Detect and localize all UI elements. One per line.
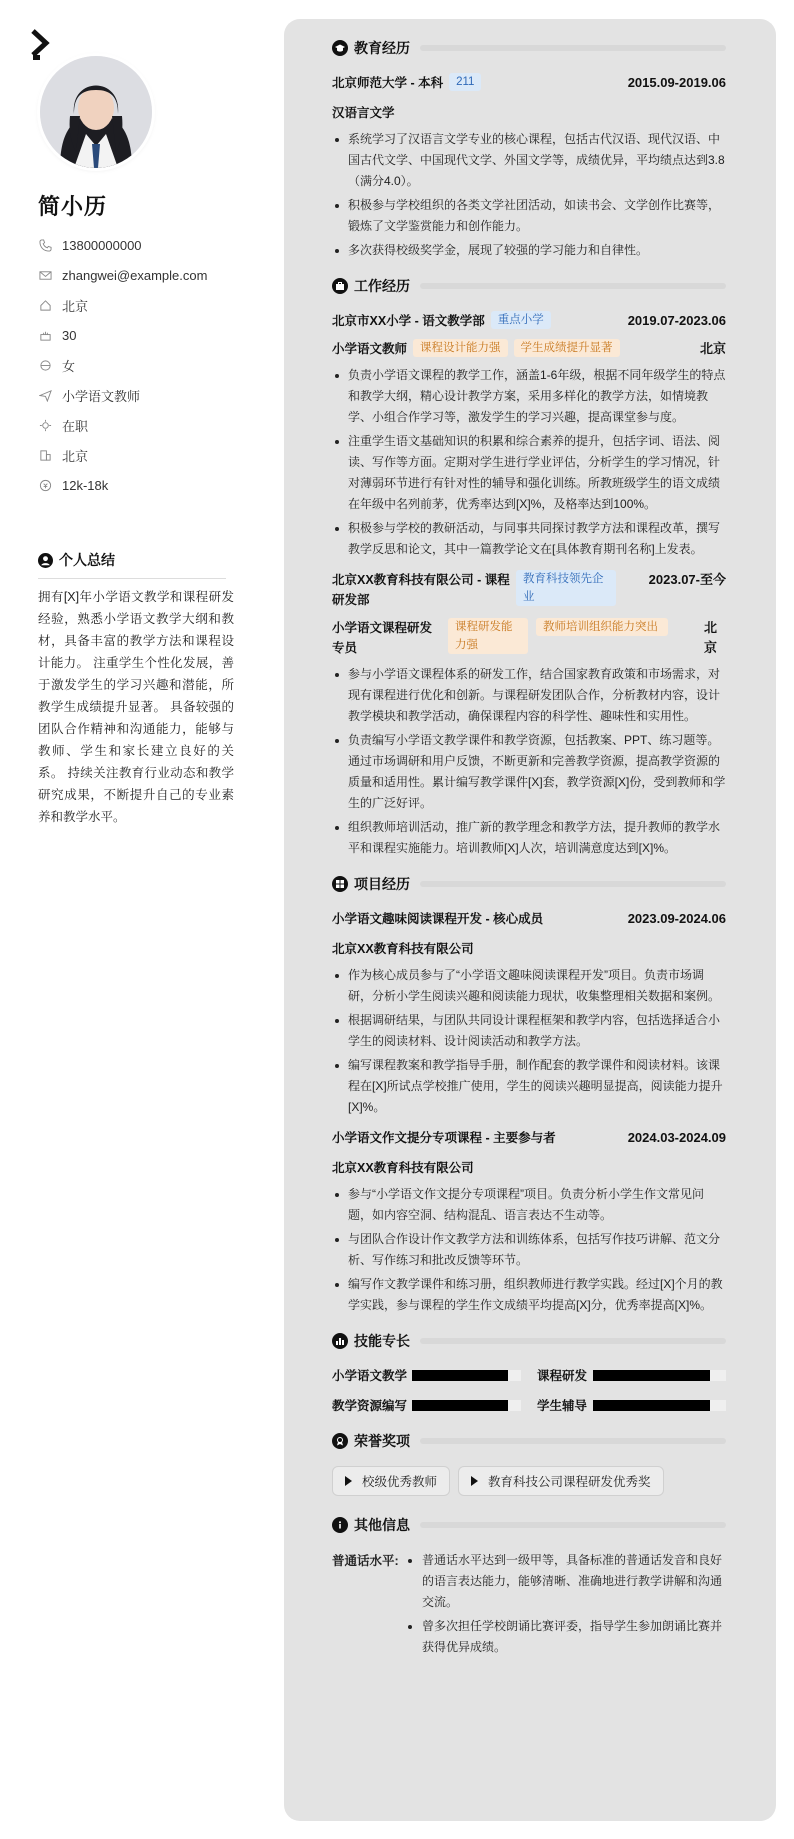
skill-bar (593, 1370, 726, 1381)
phone-number: 13800000000 (62, 237, 142, 253)
info-item-phone (38, 230, 207, 260)
job-bullets (332, 365, 726, 560)
skill-name: 小学语文教学 (332, 1369, 408, 1383)
award-icon (332, 1433, 348, 1449)
list-item: 编写作文教学课件和练习册，组织教师进行教学实践。经过[X]个月的教学实践，参与课程的学生作文成绩平均提高[X]分，优秀率提高[X]%。 (332, 1274, 726, 1316)
project-org: 北京XX教育科技有限公司 (332, 942, 474, 956)
play-icon (345, 1476, 352, 1486)
avatar-photo-icon (40, 56, 152, 168)
list-item: 参与小学语文课程体系的研发工作，结合国家教育政策和市场需求，对现有课程进行优化和创新。与课程研发团队合作，分析教材内容，设计教学模块和教学活动，确保课程内容的科学性、趣味性和实用性。 (332, 664, 726, 727)
award-badge (458, 1466, 664, 1496)
list-item: 负责小学语文课程的教学工作，涵盖1-6年级，根据不同年级学生的特点和教学大纲，精心设计教学方案，采用多样化的教学方法，如情境教学、小组合作学习等，激发学生的学习兴趣，提高课堂参与度。 (332, 365, 726, 428)
company-tag: 重点小学 (491, 311, 551, 329)
job-entry (332, 311, 726, 560)
role-row (332, 618, 726, 658)
phone-icon (38, 238, 52, 252)
education-section-header (332, 37, 726, 59)
company-name: 北京XX教育科技有限公司 - 课程研发部 (332, 573, 510, 607)
skills-title: 技能专长 (354, 1333, 410, 1349)
honors-section-header (332, 1430, 726, 1452)
list-item: 组织教师培训活动，推广新的教学理念和教学方法，提升教师的教学水平和课程实施能力。培训教师[X]人次，培训满意度达到[X]%。 (332, 817, 726, 859)
project-date: 2024.03-2024.09 (627, 1130, 726, 1145)
info-icon (332, 1517, 348, 1533)
project-row (332, 909, 726, 929)
other-label: 普通话水平: (332, 1554, 399, 1568)
skill-item (537, 1396, 726, 1414)
project-name: 小学语文趣味阅读课程开发 - 核心成员 (332, 912, 544, 926)
expected-salary: 12k-18k (62, 477, 109, 493)
job-city: 北京 (699, 341, 726, 356)
main-content (332, 37, 726, 1661)
list-item: 积极参与学校的教研活动，与同事共同探讨教学方法和课程改革，撰写教学反思和论文，其中一篇教学论文在[具体教育期刊名称]上发表。 (332, 518, 726, 560)
gender-icon (38, 358, 52, 372)
grid-icon (332, 876, 348, 892)
role-row (332, 339, 726, 359)
info-item-position (38, 380, 207, 410)
list-item: 积极参与学校组织的各类文学社团活动，如读书会、文学创作比赛等，锻炼了文学鉴赏能力和创作能力。 (332, 195, 726, 237)
skill-bar-fill (593, 1370, 710, 1381)
projects-title: 项目经历 (354, 876, 410, 892)
list-item: 曾多次担任学校朗诵比赛评委，指导学生参加朗诵比赛并获得优异成绩。 (402, 1616, 726, 1658)
age-icon (38, 328, 52, 342)
skill-bar (412, 1400, 521, 1411)
projects-section-header (332, 873, 726, 895)
target-position: 小学语文教师 (62, 388, 141, 404)
other-title: 其他信息 (354, 1517, 410, 1533)
info-item-email (38, 260, 207, 290)
skill-item (332, 1366, 521, 1384)
work-title: 工作经历 (354, 278, 410, 294)
info-item-salary (38, 470, 207, 500)
email-address: zhangwei@example.com (62, 267, 208, 283)
project-bullets (332, 965, 726, 1118)
contact-info-list (38, 230, 207, 500)
info-item-city (38, 440, 207, 470)
avatar (40, 56, 152, 168)
job-city: 北京 (704, 620, 718, 655)
job-role: 小学语文课程研发专员 (332, 621, 433, 655)
building-icon (38, 448, 52, 462)
send-icon (38, 388, 52, 402)
school-tag: 211 (449, 73, 481, 91)
education-bullets (332, 129, 726, 261)
age: 30 (62, 327, 77, 343)
info-item-status (38, 410, 207, 440)
graduation-cap-icon (332, 40, 348, 56)
list-item: 参与“小学语文作文提分专项课程”项目。负责分析小学生作文常见问题，如内容空洞、结构混乱、语言表达不生动等。 (332, 1184, 726, 1226)
skill-item (332, 1396, 521, 1414)
hometown: 北京 (62, 298, 89, 314)
list-item: 与团队合作设计作文教学方法和训练体系，包括写作技巧讲解、范文分析、写作练习和批改反馈等环节。 (332, 1229, 726, 1271)
list-item: 编写课程教案和教学指导手册，制作配套的教学课件和阅读材料。该课程在[X]所试点学校推广使用，学生的阅读兴趣明显提高，阅读能力提升[X]%。 (332, 1055, 726, 1118)
education-entry (332, 73, 726, 261)
skill-name: 学生辅导 (537, 1399, 588, 1413)
home-icon (38, 298, 52, 312)
summary-title: 个人总结 (59, 552, 115, 568)
section-divider (420, 1522, 726, 1528)
sidebar (0, 0, 270, 1839)
project-row (332, 1128, 726, 1148)
list-item: 多次获得校级奖学金，展现了较强的学习能力和自律性。 (332, 240, 726, 261)
job-date: 2023.07-至今 (648, 572, 726, 587)
other-section-header (332, 1514, 726, 1536)
skill-name: 课程研发 (537, 1369, 588, 1383)
school-name: 北京师范大学 - 本科 (332, 76, 444, 90)
work-section-header (332, 275, 726, 297)
briefcase-icon (332, 278, 348, 294)
user-icon (38, 553, 53, 568)
job-bullets (332, 664, 726, 859)
summary-header (38, 550, 226, 579)
info-item-age (38, 320, 207, 350)
list-item: 负责编写小学语文教学课件和教学资源，包括教案、PPT、练习题等。通过市场调研和用户反馈，不断更新和完善教学资源，提高教学资源的质量和适用性。累计编写教学课件[X]套，教学资源[X]份，受到教师和学生的广泛好评。 (332, 730, 726, 814)
role-tag: 教师培训组织能力突出 (536, 618, 668, 636)
major: 汉语言文学 (332, 106, 395, 120)
skill-bar (593, 1400, 726, 1411)
award-name: 教育科技公司课程研发优秀奖 (488, 1475, 651, 1489)
job-row (332, 311, 726, 331)
education-row (332, 73, 726, 93)
main-panel (284, 19, 776, 1821)
summary-text: 拥有[X]年小学语文教学和课程研发经验，熟悉小学语文教学大纲和教材，具备丰富的教学方法和课程设计能力。 注重学生个性化发展，善于激发学生的学习兴趣和潜能，所教学生成绩提升显著。 具备较强的团队合作精神和沟通能力，能够与教师、学生和家长建立良好的关系。 持续关注教育行业动态和教学研究成果，不断提升自己的专业素养和教学水平。 (38, 590, 234, 824)
info-item-gender (38, 350, 207, 380)
role-tag: 课程研发能力强 (448, 618, 528, 654)
project-entry (332, 909, 726, 1118)
skill-bar-fill (412, 1370, 508, 1381)
candidate-name: 简小历 (38, 194, 108, 219)
play-icon (471, 1476, 478, 1486)
project-date: 2023.09-2024.06 (627, 911, 726, 926)
job-date: 2019.07-2023.06 (627, 313, 726, 328)
section-divider (420, 881, 726, 887)
award-badge (332, 1466, 450, 1496)
info-item-hometown (38, 290, 207, 320)
project-name: 小学语文作文提分专项课程 - 主要参与者 (332, 1131, 556, 1145)
skill-name: 教学资源编写 (332, 1399, 408, 1413)
section-divider (420, 45, 726, 51)
awards-list (332, 1466, 726, 1496)
skill-item (537, 1366, 726, 1384)
list-item: 普通话水平达到一级甲等，具备标准的普通话发音和良好的语言表达能力，能够清晰、准确地进行教学讲解和沟通交流。 (402, 1550, 726, 1613)
role-tag: 学生成绩提升显著 (514, 339, 620, 357)
role-tag: 课程设计能力强 (413, 339, 508, 357)
list-item: 根据调研结果，与团队共同设计课程框架和教学内容，包括选择适合小学生的阅读材料、设计阅读活动和教学方法。 (332, 1010, 726, 1052)
project-org: 北京XX教育科技有限公司 (332, 1161, 474, 1175)
project-entry (332, 1128, 726, 1316)
bar-chart-icon (332, 1333, 348, 1349)
gender: 女 (62, 358, 76, 374)
skill-bar-fill (412, 1400, 508, 1411)
skills-section-header (332, 1330, 726, 1352)
award-name: 校级优秀教师 (362, 1475, 438, 1489)
skill-bar (412, 1370, 521, 1381)
brand-logo-icon (30, 28, 56, 62)
list-item: 作为核心成员参与了“小学语文趣味阅读课程开发”项目。负责市场调研，分析小学生阅读兴趣和阅读能力现状，收集整理相关数据和案例。 (332, 965, 726, 1007)
skill-bar-fill (593, 1400, 710, 1411)
other-bullets (402, 1550, 726, 1661)
section-divider (420, 1338, 726, 1344)
honors-title: 荣誉奖项 (354, 1433, 410, 1449)
other-info (332, 1550, 726, 1661)
education-title: 教育经历 (354, 40, 410, 56)
employment-status: 在职 (62, 418, 89, 434)
salary-icon (38, 478, 52, 492)
section-divider (420, 283, 726, 289)
mail-icon (38, 268, 52, 282)
job-entry (332, 570, 726, 859)
project-bullets (332, 1184, 726, 1316)
section-divider (420, 1438, 726, 1444)
status-icon (38, 418, 52, 432)
list-item: 系统学习了汉语言文学专业的核心课程，包括古代汉语、现代汉语、中国古代文学、中国现代文学、外国文学等，成绩优异，平均绩点达到3.8（满分4.0）。 (332, 129, 726, 192)
education-date: 2015.09-2019.06 (627, 75, 726, 90)
company-tag: 教育科技领先企业 (516, 570, 616, 606)
job-row (332, 570, 726, 610)
job-role: 小学语文教师 (332, 342, 408, 356)
company-name: 北京市XX小学 - 语文教学部 (332, 314, 485, 328)
list-item: 注重学生语文基础知识的积累和综合素养的提升，包括字词、语法、阅读、写作等方面。定期对学生进行学业评估，分析学生的学习情况，针对薄弱环节进行有针对性的辅导和强化训练。所教班级学生的语文成绩在年级中名列前茅，优秀率达到[X]%，及格率达到100%。 (332, 431, 726, 515)
skills-grid (332, 1366, 726, 1414)
desired-city: 北京 (62, 448, 89, 464)
